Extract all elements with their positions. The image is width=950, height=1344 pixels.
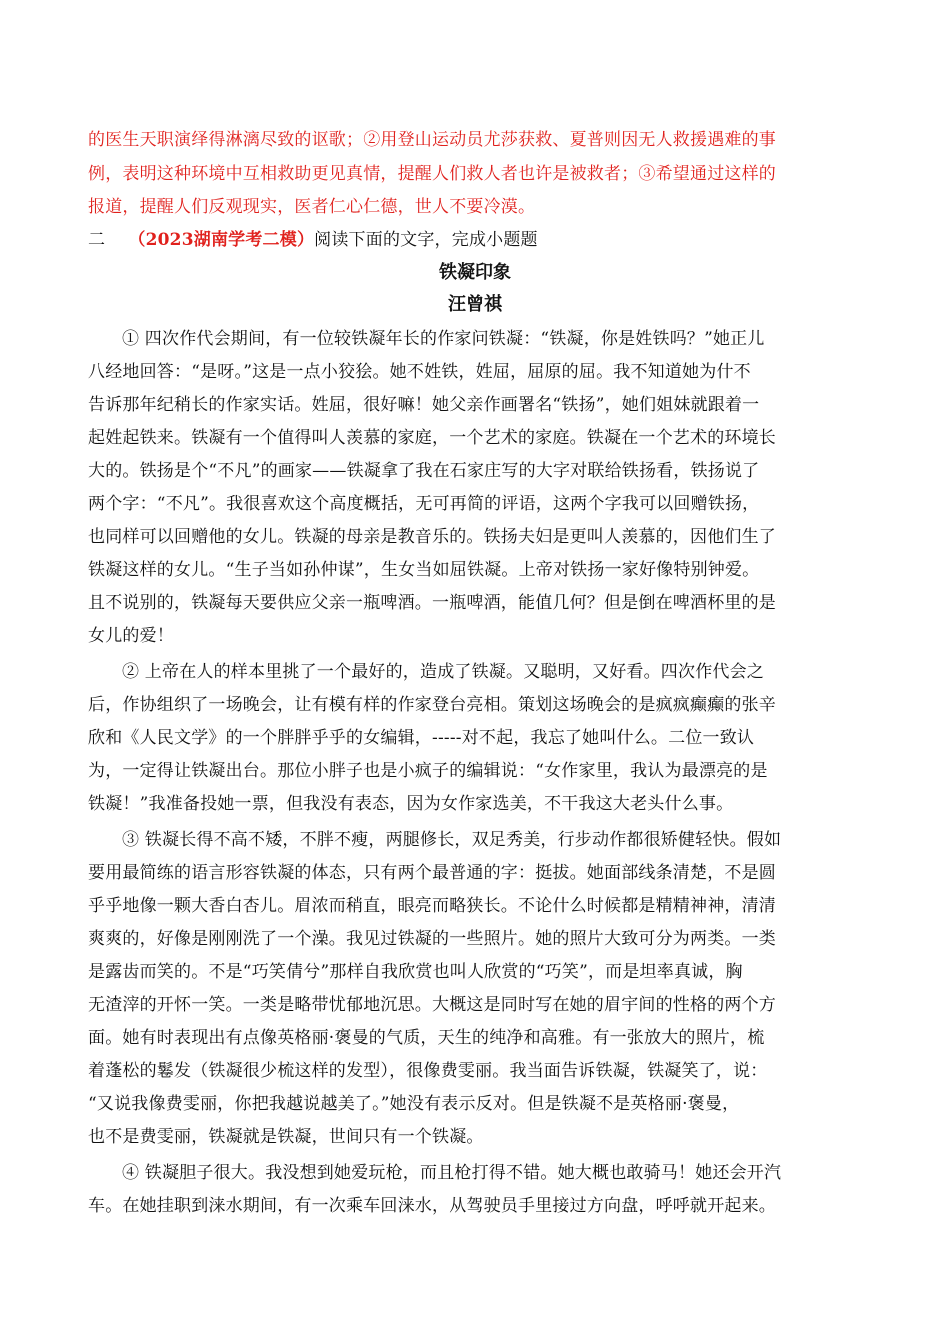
article-line: 是露齿而笑的。不是“巧笑倩兮”那样自我欣赏也叫人欣赏的“巧笑”，而是坦率真诚，胸 <box>88 962 743 982</box>
answer-line-2: 例，表明这种环境中互相救助更见真情，提醒人们救人者也许是被救者；③希望通过这样的 <box>88 164 776 184</box>
article-line: 也不是费雯丽，铁凝就是铁凝，世间只有一个铁凝。 <box>88 1127 484 1147</box>
article-line: ③ 铁凝长得不高不矮，不胖不瘦，两腿修长，双足秀美，行步动作都很矫健轻快。假如 <box>122 830 782 850</box>
article-line: 起姓起铁来。铁凝有一个值得叫人羡慕的家庭，一个艺术的家庭。铁凝在一个艺术的环境长 <box>88 428 776 448</box>
answer-line-1: 的医生天职演绎得淋漓尽致的讴歌；②用登山运动员尤莎获救、夏普则因无人救援遇难的事 <box>88 130 776 150</box>
section-source-year: 2023 <box>145 230 194 250</box>
article-line: 大的。铁扬是个“不凡”的画家——铁凝拿了我在石家庄写的大字对联给铁扬看，铁扬说了 <box>88 461 760 481</box>
article-line: 无渣滓的开怀一笑。一类是略带忧郁地沉思。大概这是同时写在她的眉宇间的性格的两个方 <box>88 995 776 1015</box>
article-line: 车。在她挂职到涞水期间，有一次乘车回涞水，从驾驶员手里接过方向盘，呼呼就开起来。 <box>88 1196 776 1216</box>
article-line: 为，一定得让铁凝出台。那位小胖子也是小疯子的编辑说：“女作家里，我认为最漂亮的是 <box>88 761 768 781</box>
article-line: 且不说别的，铁凝每天要供应父亲一瓶啤酒。一瓶啤酒，能值几何？但是倒在啤酒杯里的是 <box>88 593 776 613</box>
article-line: 铁凝！”我准备投她一票，但我没有表态，因为女作家选美，不干我这大老头什么事。 <box>88 794 734 814</box>
article-line: 面。她有时表现出有点像英格丽·褒曼的气质，天生的纯净和高雅。有一张放大的照片，梳 <box>88 1028 765 1048</box>
article-line: 爽爽的，好像是刚刚洗了一个澡。我见过铁凝的一些照片。她的照片大致可分为两类。一类 <box>88 929 776 949</box>
section-number: 二 <box>88 230 106 250</box>
section-source-close: ） <box>296 230 315 250</box>
article-line: 也同样可以回赠他的女儿。铁凝的母亲是教音乐的。铁扬夫妇是更叫人羡慕的，因他们生了 <box>88 527 776 547</box>
article-title: 铁凝印象 <box>439 262 511 283</box>
article-line: ④ 铁凝胆子很大。我没想到她爱玩枪，而且枪打得不错。她大概也敢骑马！她还会开汽 <box>122 1163 782 1183</box>
article-line: ① 四次作代会期间，有一位较铁凝年长的作家问铁凝：“铁凝，你是姓铁吗？”她正儿 <box>122 329 765 349</box>
article-line: 着蓬松的鬈发（铁凝很少梳这样的发型），很像费雯丽。我当面告诉铁凝，铁凝笑了，说： <box>88 1061 768 1081</box>
article-line: 后，作协组织了一场晚会，让有模有样的作家登台亮相。策划这场晚会的是疯疯癫癫的张辛 <box>88 695 776 715</box>
article-line: “又说我像费雯丽，你把我越说越美了。”她没有表示反对。但是铁凝不是英格丽·褒曼， <box>88 1094 740 1114</box>
article-line: 女儿的爱！ <box>88 626 174 646</box>
article-line: 八经地回答：“是呀。”这是一点小狡狯。她不姓铁，姓屈，屈原的屈。我不知道她为什不 <box>88 362 751 382</box>
article-line: 告诉那年纪稍长的作家实话。姓屈，很好嘛！她父亲作画署名“铁扬”，她们姐妹就跟着一 <box>88 395 760 415</box>
section-instruction: 阅读下面的文字，完成小题题 <box>314 230 538 250</box>
section-source-name: 湖南学考二模 <box>193 230 297 250</box>
article-line: 铁凝这样的女儿。“生子当如孙仲谋”，生女当如屈铁凝。上帝对铁扬一家好像特别钟爱。 <box>88 560 760 580</box>
answer-line-3: 报道，提醒人们反观现实，医者仁心仁德，世人不要冷漠。 <box>88 197 536 217</box>
article-author: 汪曾祺 <box>448 294 502 315</box>
article-line: 欣和《人民文学》的一个胖胖乎乎的女编辑，-----对不起，我忘了她叫什么。二位一致认 <box>88 728 755 748</box>
article-line: 两个字：“不凡”。我很喜欢这个高度概括，无可再简的评语，这两个字我可以回赠铁扬， <box>88 494 760 514</box>
article-line: ② 上帝在人的样本里挑了一个最好的，造成了铁凝。又聪明，又好看。四次作代会之 <box>122 662 765 682</box>
article-line: 乎乎地像一颗大香白杏儿。眉浓而稍直，眼亮而略狭长。不论什么时候都是精精神神，清清 <box>88 896 776 916</box>
section-heading <box>88 229 862 251</box>
section-source-open: （ <box>128 230 146 250</box>
article-line: 要用最简练的语言形容铁凝的体态，只有两个最普通的字：挺拔。她面部线条清楚，不是圆 <box>88 863 776 883</box>
